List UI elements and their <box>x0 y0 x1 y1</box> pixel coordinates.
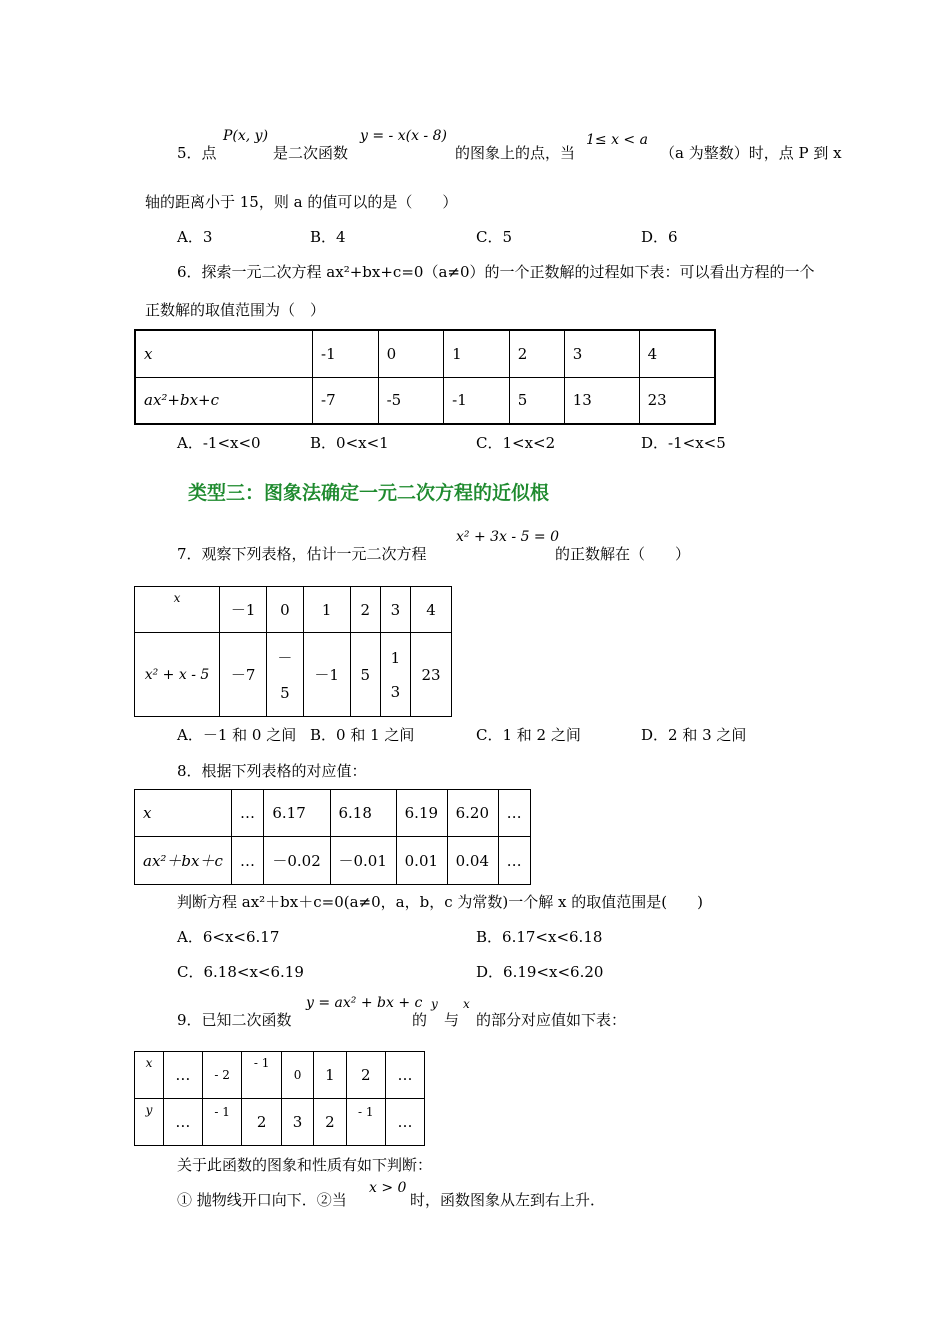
q7-cell: 3 <box>380 587 410 633</box>
q9-cell: … <box>386 1099 425 1146</box>
q9-cell: - 2 <box>202 1052 242 1099</box>
q8-option-c[interactable]: C．6.18<x<6.19 <box>177 963 304 981</box>
q6-option-d[interactable]: D．-1<x<5 <box>641 434 726 452</box>
q5-number: 5．点 <box>177 144 217 162</box>
q6-option-c[interactable]: C．1<x<2 <box>476 434 556 452</box>
q6-option-a[interactable]: A．-1<x<0 <box>177 434 261 452</box>
q9-cell: 0 <box>281 1052 313 1099</box>
q8-cell: ax²＋bx＋c <box>135 837 232 885</box>
q9-cell: - 1 <box>202 1099 242 1146</box>
section-heading: 类型三：图象法确定一元二次方程的近似根 <box>188 482 550 504</box>
q5-text-2: 的图象上的点，当 <box>455 144 576 162</box>
q9-text-3: 的部分对应值如下表： <box>476 1011 627 1029</box>
q8-cell: … <box>232 837 264 885</box>
q9-line-2: 关于此函数的图象和性质有如下判断： <box>177 1156 433 1174</box>
q8-table <box>134 789 531 885</box>
q7-cell: 1 <box>303 587 350 633</box>
q8-option-d[interactable]: D．6.19<x<6.20 <box>476 963 604 981</box>
q9-line-3a: ① 抛物线开口向下．②当 <box>177 1191 347 1209</box>
q5-line-2: 轴的距离小于 15，则 a 的值可以的是（ ） <box>145 193 458 211</box>
q5-point: P(x, y) <box>223 128 269 144</box>
q5-function: y = - x(x - 8) <box>360 128 447 144</box>
q7-cell: x² + x - 5 <box>135 633 220 717</box>
q8-cell: 6.20 <box>447 790 498 837</box>
q8-cell: … <box>498 790 530 837</box>
q7-cell: －7 <box>220 633 267 717</box>
q8-cell: 6.19 <box>396 790 447 837</box>
q8-cell: 6.18 <box>330 790 396 837</box>
q9-function: y = ax² + bx + c <box>306 995 423 1011</box>
q5-option-b[interactable]: B．4 <box>310 228 346 246</box>
q6-cell: 3 <box>564 330 639 377</box>
q8-option-b[interactable]: B．6.17<x<6.18 <box>476 928 603 946</box>
q8-option-a[interactable]: A．6<x<6.17 <box>177 928 280 946</box>
q5-text-1: 是二次函数 <box>273 144 349 162</box>
q9-x-label: x <box>463 997 470 1011</box>
q6-cell: -7 <box>313 377 379 424</box>
q6-cell: -5 <box>378 377 444 424</box>
q6-cell: 2 <box>509 330 564 377</box>
q9-number: 9．已知二次函数 <box>177 1011 292 1029</box>
q6-option-b[interactable]: B．0<x<1 <box>310 434 389 452</box>
q8-cell: 0.04 <box>447 837 498 885</box>
q6-cell: 4 <box>639 330 715 377</box>
q7-cell: －1 <box>303 633 350 717</box>
q6-cell: -1 <box>313 330 379 377</box>
q6-cell: 0 <box>378 330 444 377</box>
q9-text-1: 的 <box>412 1011 428 1029</box>
q7-cell <box>267 633 303 717</box>
q7-equation: x² + 3x - 5 = 0 <box>456 529 560 545</box>
q7-number: 7．观察下列表格，估计一元二次方程 <box>177 545 427 563</box>
q8-line-2: 判断方程 ax²＋bx＋c=0(a≠0，a，b，c 为常数)一个解 x 的取值范围是( ) <box>177 893 703 911</box>
q7-cell: 23 <box>410 633 451 717</box>
q9-cell: 1 <box>314 1052 346 1099</box>
q5-condition: 1≤ x < a <box>586 132 648 148</box>
q9-cell: … <box>163 1052 202 1099</box>
q8-cell: x <box>135 790 232 837</box>
q6-line-1: 6．探索一元二次方程 ax²+bx+c=0（a≠0）的一个正数解的过程如下表：可以看出方程的一个 <box>177 263 815 281</box>
q8-cell: －0.01 <box>330 837 396 885</box>
q8-cell: 6.17 <box>264 790 330 837</box>
q9-cell: 3 <box>281 1099 313 1146</box>
q6-cell: 5 <box>509 377 564 424</box>
q8-cell: 0.01 <box>396 837 447 885</box>
q7-cell <box>380 633 410 717</box>
q6-cell: x <box>135 330 313 377</box>
q6-cell: ax²+bx+c <box>135 377 313 424</box>
q9-cell: 2 <box>314 1099 346 1146</box>
q5-option-c[interactable]: C．5 <box>476 228 513 246</box>
q9-y-label: y <box>431 997 438 1011</box>
q7-option-c[interactable]: C．1 和 2 之间 <box>476 726 581 744</box>
q9-cell: 2 <box>346 1052 386 1099</box>
q5-option-a[interactable]: A．3 <box>177 228 213 246</box>
q5-option-d[interactable]: D．6 <box>641 228 678 246</box>
q7-cell: 2 <box>350 587 380 633</box>
q7-option-a[interactable]: A．－1 和 0 之间 <box>177 726 297 744</box>
q7-cell-top: 1 <box>390 648 401 667</box>
q7-cell-bottom: 5 <box>280 684 290 702</box>
q9-cell: 2 <box>242 1099 282 1146</box>
q8-cell: … <box>498 837 530 885</box>
q5-text-3: （a 为整数）时，点 P 到 x <box>660 144 842 162</box>
q9-cell: x <box>135 1052 164 1099</box>
q6-table <box>134 329 716 425</box>
q6-cell: 23 <box>639 377 715 424</box>
q7-cell-bottom: 3 <box>390 682 401 701</box>
q6-cell: -1 <box>444 377 510 424</box>
q9-condition: x > 0 <box>369 1180 407 1196</box>
q6-cell: 13 <box>564 377 639 424</box>
q7-cell-top: － <box>277 649 293 667</box>
q9-cell: … <box>386 1052 425 1099</box>
q8-cell: －0.02 <box>264 837 330 885</box>
q9-cell: … <box>163 1099 202 1146</box>
q9-table <box>134 1051 425 1146</box>
q9-cell: - 1 <box>346 1099 386 1146</box>
q7-cell: 5 <box>350 633 380 717</box>
q7-option-d[interactable]: D．2 和 3 之间 <box>641 726 747 744</box>
q6-cell: 1 <box>444 330 510 377</box>
q7-cell: 0 <box>267 587 303 633</box>
q7-option-b[interactable]: B．0 和 1 之间 <box>310 726 415 744</box>
q6-line-2: 正数解的取值范围为（ ） <box>145 301 326 319</box>
q9-cell: - 1 <box>242 1052 282 1099</box>
q9-cell: y <box>135 1099 164 1146</box>
q7-cell: 4 <box>410 587 451 633</box>
q9-text-2: 与 <box>444 1011 460 1029</box>
q7-tail: 的正数解在（ ） <box>555 545 691 563</box>
q7-cell: x <box>135 587 220 633</box>
q9-line-3b: 时，函数图象从左到右上升． <box>410 1191 606 1209</box>
q7-table <box>134 586 452 717</box>
q8-line-1: 8．根据下列表格的对应值： <box>177 762 367 780</box>
q8-cell: … <box>232 790 264 837</box>
q7-cell: －1 <box>220 587 267 633</box>
